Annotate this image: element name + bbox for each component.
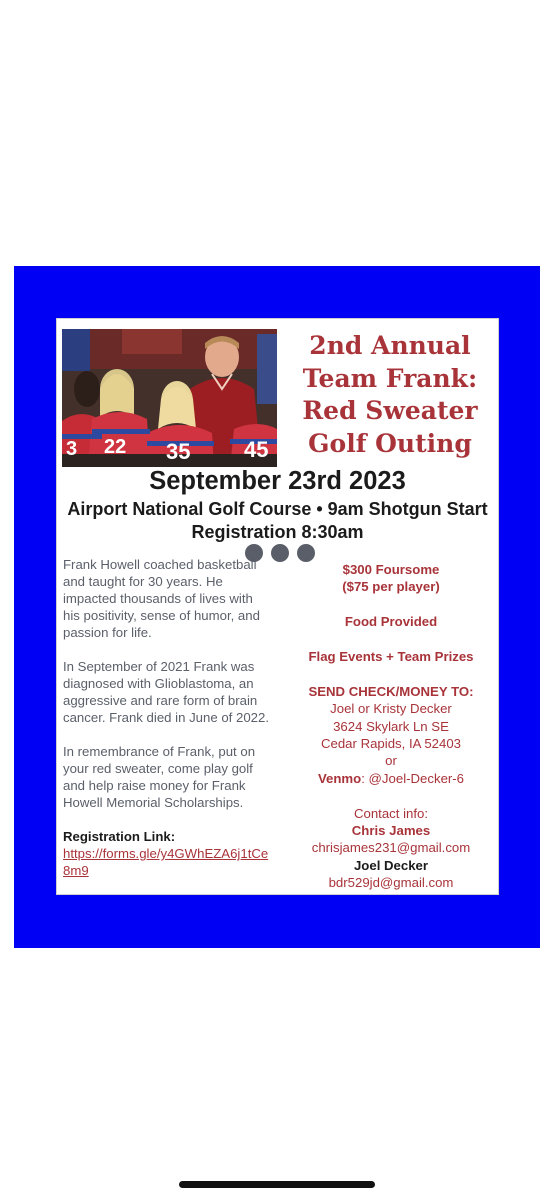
address-line: Cedar Rapids, IA 52403 [320,736,462,752]
registration-link[interactable]: https://forms.gle/y4GWhEZA6j1tCe8m9 [63,846,269,878]
contact-name: Joel Decker [353,857,429,873]
venmo-handle: : @Joel-Decker-6 [361,770,465,786]
home-indicator[interactable] [179,1181,375,1188]
jersey-number: 3 [66,438,78,460]
title-line: 2nd Annual [309,331,471,360]
jersey-number: 22 [104,436,127,458]
bio-paragraph: In September of 2021 Frank was diagnosed with Glioblastoma, an aggressive and rare form of brain cancer. Frank died in June of 2022. [63,659,270,725]
events-prizes: Flag Events + Team Prizes [308,649,474,664]
bio-paragraph: In remembrance of Frank, put on your red sweater, come play golf and help raise money for Frank Howell Memorial Scholarships. [63,744,256,810]
title-line: Team Frank: [302,363,478,393]
price: $300 Foursome [342,562,440,577]
bio-paragraph: Frank Howell coached basketball and taught for 30 years. He impacted thousands of lives with his positivity, sense of humor, and passion for life. [63,557,260,640]
address-line: 3624 Skylark Ln SE [333,718,449,734]
title-line: Red Sweater [302,396,478,425]
jersey-number: 35 [166,439,191,464]
venmo-line [293,770,489,787]
payee: Joel or Kristy Decker [330,701,452,717]
event-venue: Airport National Golf Course • 9am Shotgun Start [67,499,488,519]
dot-icon [271,544,289,562]
details-column [293,561,489,892]
team-photo [62,329,277,467]
contact-name: Chris James [351,823,431,839]
registration-time: Registration 8:30am [191,522,364,542]
contact-label: Contact info: [353,805,429,821]
contact-email[interactable]: chrisjames231@gmail.com [311,840,471,856]
or-text: or [385,753,397,769]
jersey-number: 45 [244,437,269,462]
event-title [290,330,490,460]
bio-column [63,556,273,879]
registration-link-label: Registration Link: [63,829,176,844]
venmo-label: Venmo [317,770,362,786]
event-date: September 23rd 2023 [149,467,406,495]
dot-icon [297,544,315,562]
contact-email[interactable]: bdr529jd@gmail.com [328,875,454,891]
food-provided: Food Provided [344,614,438,630]
title-line: Golf Outing [308,428,472,458]
send-check-label: SEND CHECK/MONEY TO: [308,683,474,699]
price-per-player: ($75 per player) [342,579,440,595]
